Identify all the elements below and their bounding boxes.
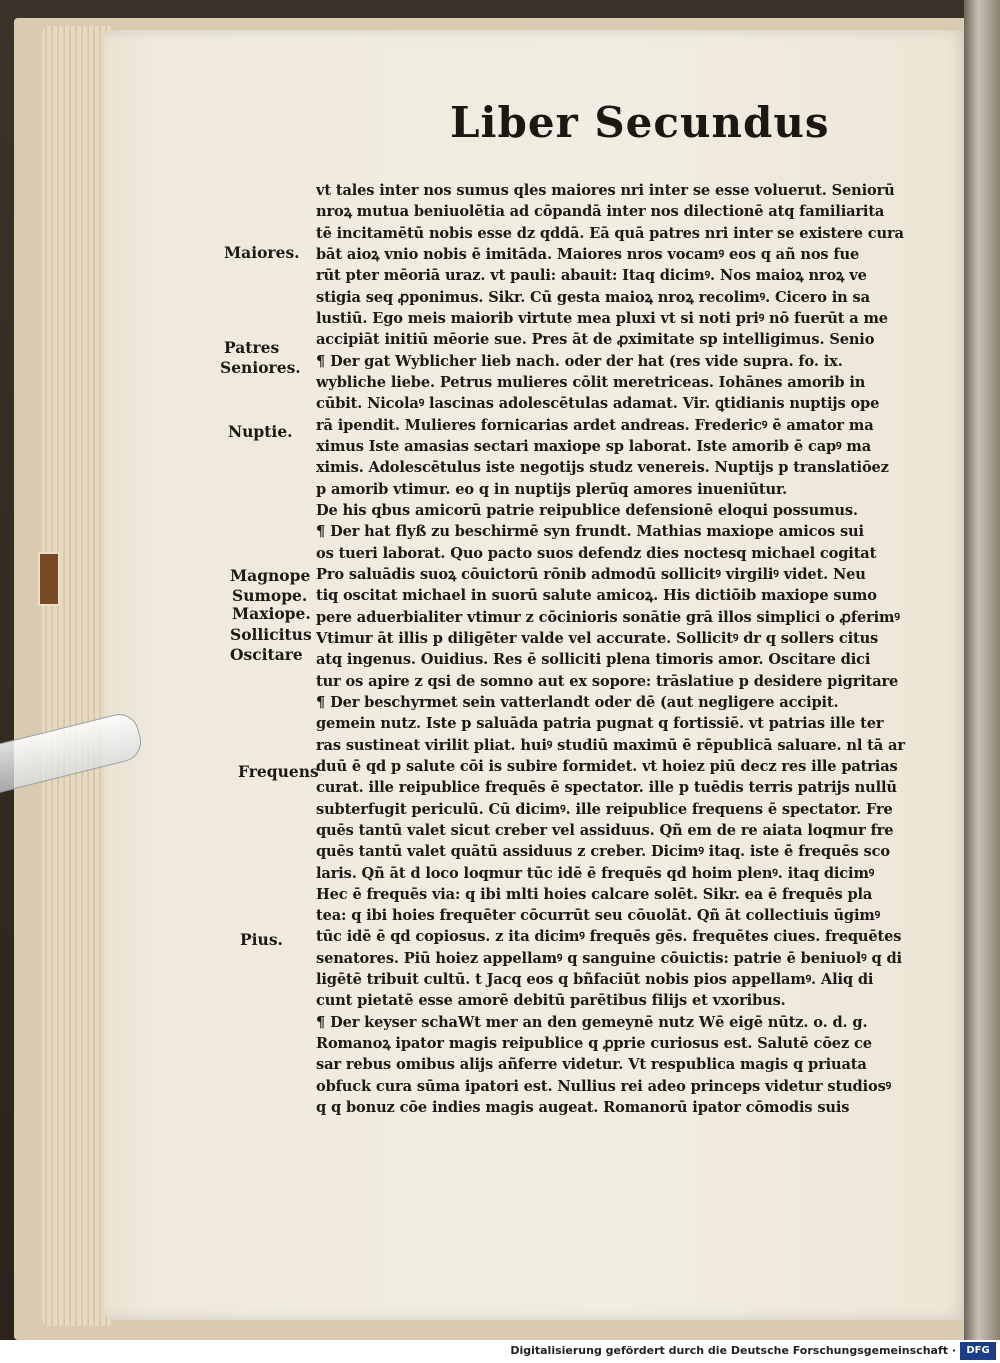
text-line: ximus Iste amasias sectari maxiope sp laborat. Iste amorib ē capꝰ ma <box>316 437 872 455</box>
text-line: Vtimur āt illis p diligēter valde vel accurate. Sollicitꝰ dr q sollers citus <box>316 629 879 647</box>
text-line: duū ē qd p salute cōi is subire formidet. vt hoiez piū decz res ille patrias <box>316 757 898 775</box>
margin-note: Nuptie. <box>228 422 293 441</box>
page-title: Liber Secundus <box>450 98 830 147</box>
margin-note: Sollicitus <box>230 625 312 644</box>
margin-note: Maxiope. <box>232 604 311 623</box>
text-line: pere aduerbialiter vtimur z cōcinioris sonātie grā illos simplici o ꝓferimꝰ <box>316 608 900 626</box>
facing-page-edge <box>964 0 1000 1340</box>
text-line: lustiū. Ego meis maiorib virtute mea pluxi vt si noti priꝰ nō fuerūt a me <box>316 309 888 327</box>
margin-note: Magnope <box>230 566 311 585</box>
text-line: stigia seq ꝓponimus. Sikr. Cū gesta maioꝝ nroꝝ recolimꝰ. Cicero in sa <box>316 288 870 306</box>
text-line: gemein nutz. Iste p saluāda patria pugnat q fortissiē. vt patrias ille ter <box>316 715 884 733</box>
text-line: wybliche liebe. Petrus mulieres cōlit meretricеas. Iohānes amorib in <box>316 373 866 391</box>
text-line: q q bonuz cōe indies magis augeat. Romanorū ipator cōmodis suis <box>316 1099 850 1117</box>
margin-note: Pius. <box>240 930 283 949</box>
margin-note: Seniores. <box>220 358 301 377</box>
text-line: tē incitamētū nobis esse dz qddā. Eā quā patres nri inter se existere cura <box>316 224 904 242</box>
footer-bar <box>0 1340 1000 1363</box>
main-text-block <box>316 180 916 1118</box>
dfg-logo: DFG <box>960 1342 996 1360</box>
text-line: ximis. Adolescētulus iste negotijs studz venereis. Nuptijs p translatiōez <box>316 459 889 477</box>
text-line: rūt pter mēoriā uraz. vt pauli: abauit: Itaq dicimꝰ. Nos maioꝝ nroꝝ ve <box>316 267 867 285</box>
text-line: De his qbus amicorū patrie reipublice defensionē eloqui possumus. <box>316 501 858 519</box>
text-line: subterfugit periculū. Cū dicimꝰ. ille reipublice frequens ē spectator. Fre <box>316 800 893 818</box>
page-clip <box>38 552 60 606</box>
text-line: bāt aioꝝ vnio nobis ē imitāda. Maiores nros vocamꝰ eos q añ nos fue <box>316 245 860 263</box>
text-line: ¶ Der beschyrmet sein vatterlandt oder dē (aut negligere accipit. <box>316 693 839 711</box>
margin-notes <box>210 0 330 1300</box>
margin-note: Frequens <box>238 762 319 781</box>
text-line: atq ingenus. Ouidius. Res ē solliciti plena timoris amor. Oscitare dici <box>316 651 871 669</box>
text-line: vt tales inter nos sumus qles maiores nri inter se esse voluerut. Seniorū <box>316 182 895 199</box>
text-line: ¶ Der gat Wyblicher lieb nach. oder der hat (res vide supra. fo. ix. <box>316 352 843 370</box>
text-line: nroꝝ mutua beniuolētia ad cōpandā inter nos dilectionē atq familiarita <box>316 203 885 221</box>
text-line: ¶ Der keyser schaWt mer an den gemeynē nutz Wē eigē nūtz. o. d. g. <box>316 1013 868 1031</box>
text-line: tiq oscitat michael in suorū salute amicoꝝ. His dictiōib maxiope sumo <box>316 587 877 605</box>
text-line: tūc idē ē qd copiosus. z ita dicimꝰ frequēs gēs. frequētes ciues. frequētes <box>316 928 902 946</box>
margin-note: Patres <box>224 338 280 357</box>
text-line: obfuck cura sūma ipatori est. Nullius rei adeo princeps videtur studiosꝰ <box>316 1077 892 1095</box>
text-line: rā ipendit. Mulieres fornicarias ardet andreas. Fredericꝰ ē amator ma <box>316 416 874 434</box>
footer-credit: Digitalisierung gefördert durch die Deutsche Forschungsgemeinschaft · <box>510 1344 956 1357</box>
text-line: os tueri laborat. Quo pacto suos defendz dies noctesq michael cogitat <box>316 544 877 562</box>
text-line: p amorib vtimur. eo q in nuptijs plerūq amores inueniūtur. <box>316 480 788 498</box>
text-line: quēs tantū valet quātū assiduus z creber. Dicimꝰ itaq. iste ē frequēs sco <box>316 843 890 861</box>
text-line: cūbit. Nicolaꝰ lascinas adolescētulas adamat. Vir. ꝗtidianis nuptijs ope <box>316 395 880 413</box>
text-line: curat. ille reipublice frequēs ē spectator. ille p tuēdis terris patrijs nullū <box>316 779 897 797</box>
text-line: tur os apire z qsi de somno aut ex sopore: trāslatiue p desidere pigritare <box>316 672 899 690</box>
text-line: quēs tantū valet sicut creber vel assiduus. Qñ em de re aiata loqmur fre <box>316 821 894 839</box>
margin-note: Sumope. <box>232 586 308 605</box>
page-stack-edge <box>42 26 112 1326</box>
text-line: cunt pietatē esse amorē debitū parētibus filijs et vxoribus. <box>316 992 786 1010</box>
text-line: Romanoꝝ ipator magis reipublice q ꝓprie curiosus est. Salutē cōez ce <box>316 1035 872 1053</box>
text-line: ras sustineat virilit pliat. huiꝰ studiū maximū ē rēpublicā saluare. nl tā ar <box>316 736 905 754</box>
margin-note: Maiores. <box>224 243 300 262</box>
text-line: ¶ Der hat flyß zu beschirmē syn frundt. Mathias maxiope amicos sui <box>316 523 864 541</box>
text-line: ligētē tribuit cultū. t Jacq eos q bñfaciūt nobis pios appellamꝰ. Aliq di <box>316 971 874 989</box>
margin-note: Oscitare <box>230 645 303 664</box>
text-line: sar rebus omibus alijs añferre videtur. Vt respublica magis q priuata <box>316 1056 867 1074</box>
text-line: Pro saluādis suoꝝ cōuictorū rōnib admodū sollicitꝰ virgiliꝰ videt. Neu <box>316 565 866 583</box>
text-line: laris. Qñ āt d loco loqmur tūc idē ē frequēs qd hoim plenꝰ. itaq dicimꝰ <box>316 864 875 882</box>
text-line: tea: q ibi hoies frequēter cōcurrūt seu cōuolāt. Qñ āt collectiuis ūgimꝰ <box>316 907 881 925</box>
text-line: senatores. Piū hoiez appellamꝰ q sanguine cōuictis: patrie ē beniuolꝰ q di <box>316 949 902 967</box>
text-line: accipiāt initiū mēorie sue. Pres āt de ꝓximitate sp intelligimus. Senio <box>316 331 875 349</box>
text-line: Hec ē frequēs via: q ibi mlti hoies calcare solēt. Sikr. ea ē frequēs pla <box>316 885 873 903</box>
